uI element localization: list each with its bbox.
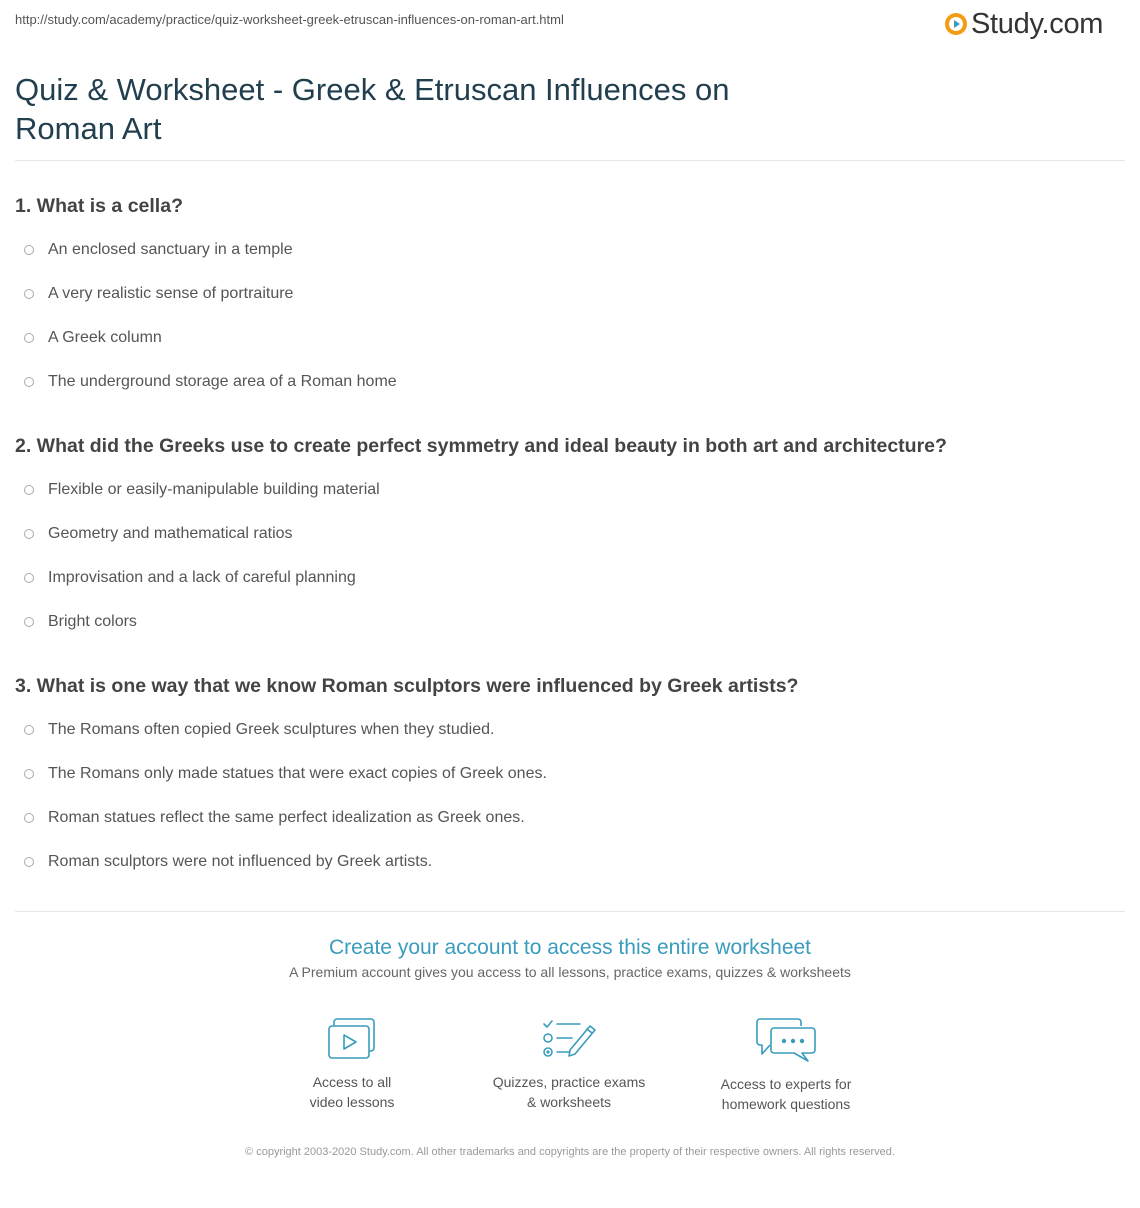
logo-text: Study.com <box>971 8 1104 40</box>
option-label: Improvisation and a lack of careful planning <box>48 569 356 586</box>
feature-label <box>242 1072 462 1112</box>
question-text: 2. What did the Greeks use to create perfect symmetry and ideal beauty in both art and architecture? <box>15 435 947 457</box>
option-label: Geometry and mathematical ratios <box>48 525 293 542</box>
create-account-link[interactable]: Create your account to access this entire worksheet <box>328 936 812 959</box>
answer-option[interactable] <box>15 752 1125 796</box>
feature-experts <box>676 1016 896 1114</box>
feature-quizzes <box>459 1016 679 1112</box>
copyright-footer: © copyright 2003-2020 Study.com. All other trademarks and copyrights are the property of their respective owners. All rights reserved. <box>245 1146 895 1158</box>
feature-video-lessons <box>242 1016 462 1112</box>
option-label: Flexible or easily-manipulable building material <box>48 481 380 498</box>
question-1 <box>15 193 1125 404</box>
feature-line: Quizzes, practice exams <box>492 1074 646 1090</box>
cta-divider <box>15 911 1125 912</box>
cta-subtitle: A Premium account gives you access to all lessons, practice exams, quizzes & worksheets <box>289 964 851 980</box>
answer-option[interactable] <box>15 708 1125 752</box>
feature-line: & worksheets <box>526 1094 612 1110</box>
answer-option[interactable] <box>15 556 1125 600</box>
radio-button[interactable] <box>24 529 34 539</box>
radio-button[interactable] <box>24 333 34 343</box>
study-logo[interactable] <box>944 8 1103 40</box>
radio-button[interactable] <box>24 617 34 627</box>
checklist-icon <box>540 1016 598 1062</box>
feature-label <box>676 1074 896 1114</box>
question-text: 3. What is one way that we know Roman sculptors were influenced by Greek artists? <box>15 675 799 697</box>
radio-button[interactable] <box>24 377 34 387</box>
feature-line: Access to all <box>312 1074 392 1090</box>
question-3 <box>15 673 1125 884</box>
play-logo-icon <box>944 12 968 36</box>
radio-button[interactable] <box>24 857 34 867</box>
option-label: Roman sculptors were not influenced by Greek artists. <box>48 853 433 870</box>
radio-button[interactable] <box>24 485 34 495</box>
radio-button[interactable] <box>24 725 34 735</box>
chat-bubbles-icon <box>754 1016 818 1064</box>
radio-button[interactable] <box>24 813 34 823</box>
answer-option[interactable] <box>15 512 1125 556</box>
question-text: 1. What is a cella? <box>15 195 183 217</box>
answer-option[interactable] <box>15 272 1125 316</box>
radio-button[interactable] <box>24 573 34 583</box>
answer-option[interactable] <box>15 840 1125 884</box>
answer-option[interactable] <box>15 600 1125 644</box>
option-label: Bright colors <box>48 613 137 630</box>
radio-button[interactable] <box>24 289 34 299</box>
feature-line: Access to experts for <box>720 1076 852 1092</box>
page-url: http://study.com/academy/practice/quiz-worksheet-greek-etruscan-influences-on-roman-art.html <box>15 12 564 27</box>
video-icon <box>326 1016 378 1062</box>
radio-button[interactable] <box>24 769 34 779</box>
answer-option[interactable] <box>15 360 1125 404</box>
option-label: The Romans often copied Greek sculptures when they studied. <box>48 721 495 738</box>
option-label: The Romans only made statues that were exact copies of Greek ones. <box>48 765 547 782</box>
answer-option[interactable] <box>15 468 1125 512</box>
account-cta <box>0 934 1140 980</box>
radio-button[interactable] <box>24 245 34 255</box>
page-title: Quiz & Worksheet - Greek & Etruscan Influences on Roman Art <box>15 72 730 146</box>
feature-line: homework questions <box>721 1096 851 1112</box>
answer-option[interactable] <box>15 796 1125 840</box>
option-label: The underground storage area of a Roman home <box>48 373 397 390</box>
title-divider <box>15 160 1125 161</box>
option-label: Roman statues reflect the same perfect idealization as Greek ones. <box>48 809 525 826</box>
feature-label <box>459 1072 679 1112</box>
answer-option[interactable] <box>15 316 1125 360</box>
option-label: A Greek column <box>48 329 162 346</box>
answer-option[interactable] <box>15 228 1125 272</box>
question-2 <box>15 433 1125 644</box>
option-label: An enclosed sanctuary in a temple <box>48 241 293 258</box>
feature-line: video lessons <box>309 1094 395 1110</box>
option-label: A very realistic sense of portraiture <box>48 285 294 302</box>
